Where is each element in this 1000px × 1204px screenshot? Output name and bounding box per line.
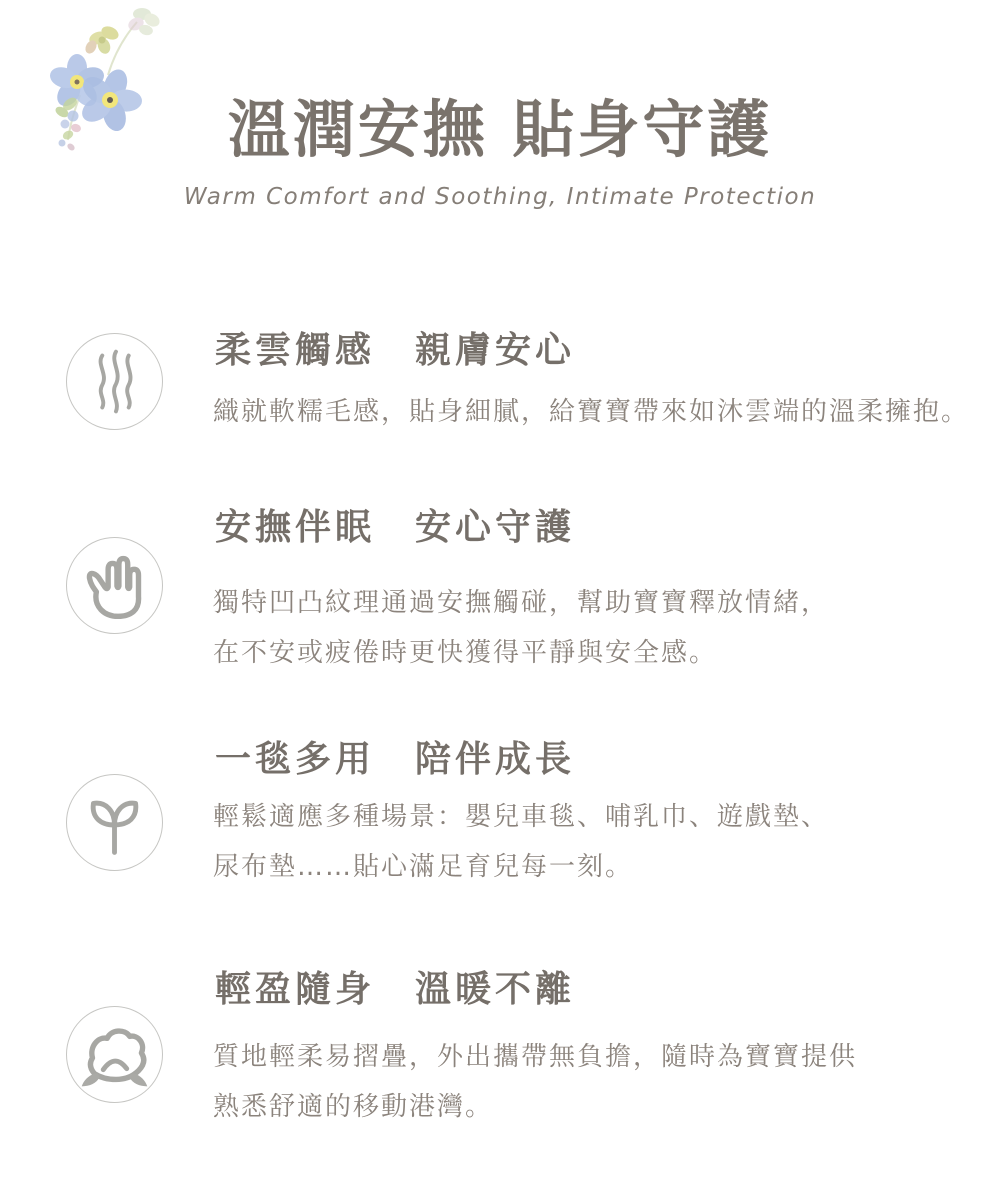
feature-heading: 一毯多用 陪伴成長 [215,739,576,780]
feature-line: 獨特凹凸紋理通過安撫觸碰，幫助寶寶釋放情緒， [213,588,830,618]
texture-waves-icon [67,333,162,430]
feature-icon-circle [66,333,163,430]
feature-line: 質地輕柔易摺疊，外出攜帶無負擔，隨時為寶寶提供 [213,1042,858,1072]
feature-heading: 安撫伴眠 安心守護 [215,507,576,548]
page-title: 溫潤安撫 貼身守護 [227,93,773,166]
feature-line: 在不安或疲倦時更快獲得平靜與安全感。 [213,638,718,668]
feature-line: 熟悉舒適的移動港灣。 [213,1092,494,1122]
feature-icon-circle [66,537,163,634]
feature-line: 尿布墊……貼心滿足育兒每一刻。 [213,852,634,882]
feature-line: 織就軟糯毛感，貼身細膩，給寶寶帶來如沐雲端的溫柔擁抱。 [213,397,970,427]
feature-heading: 輕盈隨身 溫暖不離 [215,969,576,1010]
feature-body [213,1032,857,1132]
cotton-boll-icon [67,1006,162,1103]
page-subtitle: Warm Comfort and Soothing, Intimate Protection [183,184,817,210]
feature-heading: 柔雲觸感 親膚安心 [215,330,576,371]
feature-line: 輕鬆適應多種場景：嬰兒車毯、哺乳巾、遊戲墊、 [213,802,830,832]
sprout-icon [67,774,162,871]
feature-body [213,792,829,892]
hand-touch-icon [67,537,162,634]
feature-icon-circle [66,774,163,871]
feature-icon-circle [66,1006,163,1103]
feature-body [213,578,829,678]
feature-body [213,387,969,437]
